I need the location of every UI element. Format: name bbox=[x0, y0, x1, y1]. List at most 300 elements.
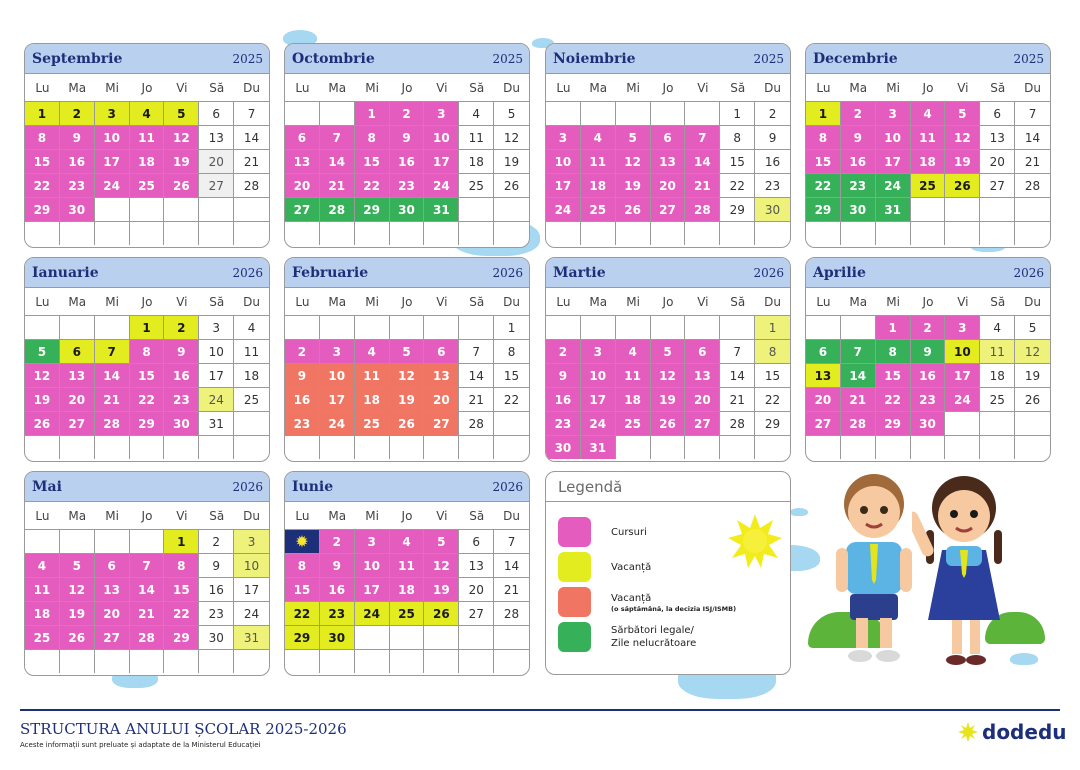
empty-cell bbox=[285, 649, 320, 673]
calendar-day: 15 bbox=[755, 363, 790, 387]
weekday-label: Să bbox=[990, 294, 1006, 309]
empty-cell bbox=[755, 221, 790, 245]
weekday-label: Să bbox=[730, 294, 746, 309]
empty-cell bbox=[1015, 197, 1050, 221]
weekday-label: Vi bbox=[176, 508, 188, 523]
calendar-day: 31 bbox=[424, 197, 459, 221]
calendar-day: 30 bbox=[390, 197, 425, 221]
legend-swatch bbox=[558, 517, 591, 547]
empty-cell bbox=[581, 315, 616, 339]
calendar-day: 17 bbox=[945, 363, 980, 387]
weekday-label: Mi bbox=[626, 80, 640, 95]
calendar-day: 30 bbox=[755, 197, 790, 221]
empty-cell bbox=[60, 435, 95, 459]
calendar-day: 2 bbox=[60, 101, 95, 125]
empty-cell bbox=[234, 197, 269, 221]
calendar-day: 30 bbox=[60, 197, 95, 221]
calendar-day: 4 bbox=[616, 339, 651, 363]
calendar-day: 23 bbox=[164, 387, 199, 411]
calendar-day: 2 bbox=[911, 315, 946, 339]
calendar-day: 8 bbox=[130, 339, 165, 363]
weekday-label: Ma bbox=[328, 294, 347, 309]
weekday-label: Vi bbox=[957, 80, 969, 95]
calendar-day: 23 bbox=[60, 173, 95, 197]
month-name: Martie bbox=[553, 264, 606, 281]
calendar-day: 17 bbox=[95, 149, 130, 173]
weekday-label: Du bbox=[243, 294, 260, 309]
calendar-day: 1 bbox=[876, 315, 911, 339]
calendar-day: 18 bbox=[459, 149, 494, 173]
empty-cell bbox=[494, 625, 529, 649]
month-header bbox=[25, 472, 269, 502]
calendar-day: 23 bbox=[911, 387, 946, 411]
weekday-label: Mi bbox=[105, 294, 119, 309]
calendar-day: 4 bbox=[980, 315, 1015, 339]
calendar-day: 19 bbox=[616, 173, 651, 197]
empty-cell bbox=[546, 221, 581, 245]
empty-cell bbox=[130, 649, 165, 673]
calendar-day: 27 bbox=[980, 173, 1015, 197]
day-grid bbox=[546, 315, 790, 459]
calendar-day: 18 bbox=[234, 363, 269, 387]
empty-cell bbox=[164, 649, 199, 673]
month-year: 2025 bbox=[492, 51, 523, 66]
calendar-day: 20 bbox=[60, 387, 95, 411]
calendar-day: 11 bbox=[130, 125, 165, 149]
calendar-day: 14 bbox=[459, 363, 494, 387]
calendar-day: 25 bbox=[616, 411, 651, 435]
empty-cell bbox=[651, 315, 686, 339]
calendar-day: 4 bbox=[234, 315, 269, 339]
calendar-day: 29 bbox=[806, 197, 841, 221]
weekday-header-row bbox=[546, 288, 790, 315]
legend-item-cursuri bbox=[558, 517, 647, 547]
calendar-day: 6 bbox=[95, 553, 130, 577]
calendar-day: 25 bbox=[234, 387, 269, 411]
calendar-day: 13 bbox=[285, 149, 320, 173]
month-name: Iunie bbox=[292, 478, 334, 495]
month-name: Februarie bbox=[292, 264, 369, 281]
calendar-day: 1 bbox=[755, 315, 790, 339]
calendar-day: 22 bbox=[876, 387, 911, 411]
calendar-day: 27 bbox=[459, 601, 494, 625]
day-grid bbox=[285, 101, 529, 245]
calendar-day: 15 bbox=[876, 363, 911, 387]
month-name: Noiembrie bbox=[553, 50, 636, 67]
calendar-day: 29 bbox=[355, 197, 390, 221]
month-header bbox=[25, 44, 269, 74]
weekday-label: Jo bbox=[922, 80, 934, 95]
month-header bbox=[806, 258, 1050, 288]
empty-cell bbox=[806, 221, 841, 245]
day-grid bbox=[25, 101, 269, 245]
calendar-day: 6 bbox=[980, 101, 1015, 125]
day-grid bbox=[806, 101, 1050, 245]
empty-cell bbox=[720, 315, 755, 339]
weekday-label: Mi bbox=[886, 294, 900, 309]
calendar-day: 14 bbox=[494, 553, 529, 577]
calendar-day: 13 bbox=[95, 577, 130, 601]
empty-cell bbox=[459, 625, 494, 649]
weekday-label: Lu bbox=[556, 80, 571, 95]
calendar-day: 18 bbox=[980, 363, 1015, 387]
weekday-label: Jo bbox=[922, 294, 934, 309]
weekday-label: Du bbox=[764, 294, 781, 309]
empty-cell bbox=[876, 221, 911, 245]
calendar-day: 16 bbox=[546, 387, 581, 411]
weekday-label: Lu bbox=[35, 294, 50, 309]
legend-swatch bbox=[558, 587, 591, 617]
calendar-day: 6 bbox=[685, 339, 720, 363]
weekday-label: Mi bbox=[365, 294, 379, 309]
calendar-day: 28 bbox=[720, 411, 755, 435]
calendar-day: 16 bbox=[285, 387, 320, 411]
weekday-label: Lu bbox=[295, 80, 310, 95]
empty-cell bbox=[60, 529, 95, 553]
empty-cell bbox=[459, 315, 494, 339]
calendar-day: 7 bbox=[459, 339, 494, 363]
calendar-day: 16 bbox=[60, 149, 95, 173]
weekday-label: Vi bbox=[176, 294, 188, 309]
empty-cell bbox=[285, 315, 320, 339]
calendar-day: 29 bbox=[130, 411, 165, 435]
empty-cell bbox=[546, 101, 581, 125]
calendar-day: 21 bbox=[130, 601, 165, 625]
calendar-day: 27 bbox=[199, 173, 234, 197]
calendar-day: 3 bbox=[424, 101, 459, 125]
calendar-day: 22 bbox=[355, 173, 390, 197]
empty-cell bbox=[1015, 221, 1050, 245]
weekday-label: Lu bbox=[35, 80, 50, 95]
calendar-day: 29 bbox=[755, 411, 790, 435]
calendar-day: 17 bbox=[234, 577, 269, 601]
calendar-day: 18 bbox=[355, 387, 390, 411]
calendar-day: 1 bbox=[164, 529, 199, 553]
weekday-label: Lu bbox=[816, 80, 831, 95]
empty-cell bbox=[164, 435, 199, 459]
empty-cell bbox=[355, 625, 390, 649]
empty-cell bbox=[841, 315, 876, 339]
month-year: 2026 bbox=[232, 479, 263, 494]
calendar-day: 6 bbox=[199, 101, 234, 125]
weekday-label: Ma bbox=[849, 294, 868, 309]
calendar-day: 27 bbox=[424, 411, 459, 435]
empty-cell bbox=[390, 315, 425, 339]
calendar-day: 3 bbox=[199, 315, 234, 339]
calendar-day: 7 bbox=[494, 529, 529, 553]
month-name: Aprilie bbox=[813, 264, 866, 281]
calendar-day: 15 bbox=[806, 149, 841, 173]
empty-cell bbox=[980, 411, 1015, 435]
calendar-day: 23 bbox=[320, 601, 355, 625]
calendar-day: 22 bbox=[25, 173, 60, 197]
empty-cell bbox=[285, 101, 320, 125]
empty-cell bbox=[355, 435, 390, 459]
empty-cell bbox=[685, 101, 720, 125]
calendar-day: 15 bbox=[494, 363, 529, 387]
calendar-day: 29 bbox=[720, 197, 755, 221]
calendar-day: 28 bbox=[95, 411, 130, 435]
empty-cell bbox=[459, 649, 494, 673]
month-december bbox=[805, 43, 1051, 248]
calendar-day: 20 bbox=[685, 387, 720, 411]
sun-icon bbox=[728, 514, 782, 568]
calendar-day: 28 bbox=[1015, 173, 1050, 197]
calendar-day: 12 bbox=[1015, 339, 1050, 363]
month-january bbox=[24, 257, 270, 462]
legend-label: Vacanță bbox=[611, 561, 652, 573]
legend-panel bbox=[545, 471, 791, 675]
calendar-day: 27 bbox=[651, 197, 686, 221]
calendar-day: 24 bbox=[424, 173, 459, 197]
month-year: 2026 bbox=[492, 265, 523, 280]
calendar-day: 20 bbox=[459, 577, 494, 601]
weekday-label: Ma bbox=[589, 80, 608, 95]
weekday-label: Jo bbox=[141, 80, 153, 95]
empty-cell bbox=[945, 435, 980, 459]
calendar-day: 16 bbox=[755, 149, 790, 173]
weekday-label: Lu bbox=[35, 508, 50, 523]
weekday-header-row bbox=[546, 74, 790, 101]
weekday-label: Jo bbox=[662, 294, 674, 309]
calendar-day: 11 bbox=[390, 553, 425, 577]
empty-cell bbox=[130, 529, 165, 553]
calendar-day: 9 bbox=[199, 553, 234, 577]
empty-cell bbox=[199, 649, 234, 673]
empty-cell bbox=[494, 435, 529, 459]
month-june bbox=[284, 471, 530, 676]
calendar-day: 3 bbox=[355, 529, 390, 553]
month-year: 2026 bbox=[753, 265, 784, 280]
calendar-day: 4 bbox=[355, 339, 390, 363]
calendar-day: 4 bbox=[25, 553, 60, 577]
calendar-day: 21 bbox=[494, 577, 529, 601]
calendar-day: 3 bbox=[546, 125, 581, 149]
calendar-day: 9 bbox=[546, 363, 581, 387]
calendar-day: 12 bbox=[651, 363, 686, 387]
calendar-day: 8 bbox=[25, 125, 60, 149]
calendar-day: 22 bbox=[285, 601, 320, 625]
calendar-day: 21 bbox=[1015, 149, 1050, 173]
weekday-label: Ma bbox=[68, 294, 87, 309]
calendar-day: 12 bbox=[164, 125, 199, 149]
calendar-day: 15 bbox=[285, 577, 320, 601]
calendar-day: 14 bbox=[234, 125, 269, 149]
weekday-label: Ma bbox=[328, 80, 347, 95]
calendar-day: 28 bbox=[841, 411, 876, 435]
empty-cell bbox=[285, 221, 320, 245]
brand-name: dodedu bbox=[982, 720, 1067, 744]
calendar-day: 5 bbox=[60, 553, 95, 577]
calendar-day: 24 bbox=[199, 387, 234, 411]
calendar-day: 1 bbox=[25, 101, 60, 125]
calendar-day: 23 bbox=[390, 173, 425, 197]
calendar-day: 24 bbox=[234, 601, 269, 625]
calendar-day: 26 bbox=[1015, 387, 1050, 411]
calendar-day: 19 bbox=[60, 601, 95, 625]
calendar-day: 26 bbox=[25, 411, 60, 435]
day-grid bbox=[25, 529, 269, 673]
calendar-day: 13 bbox=[806, 363, 841, 387]
weekday-label: Vi bbox=[436, 508, 448, 523]
calendar-day: 25 bbox=[25, 625, 60, 649]
month-header bbox=[285, 44, 529, 74]
weekday-label: Vi bbox=[436, 80, 448, 95]
girl-illustration-icon bbox=[912, 470, 1012, 668]
month-name: Ianuarie bbox=[32, 264, 99, 281]
empty-cell bbox=[390, 435, 425, 459]
empty-cell bbox=[234, 649, 269, 673]
month-april bbox=[805, 257, 1051, 462]
calendar-day: 9 bbox=[60, 125, 95, 149]
day-grid bbox=[285, 529, 529, 673]
empty-cell bbox=[494, 411, 529, 435]
calendar-day: 10 bbox=[424, 125, 459, 149]
weekday-label: Jo bbox=[401, 80, 413, 95]
calendar-day: 18 bbox=[130, 149, 165, 173]
legend-swatch bbox=[558, 552, 591, 582]
calendar-day: 27 bbox=[95, 625, 130, 649]
empty-cell bbox=[164, 197, 199, 221]
empty-cell bbox=[234, 435, 269, 459]
month-header bbox=[806, 44, 1050, 74]
calendar-day: 28 bbox=[685, 197, 720, 221]
calendar-day: 9 bbox=[841, 125, 876, 149]
weekday-label: Mi bbox=[886, 80, 900, 95]
calendar-day: 21 bbox=[720, 387, 755, 411]
calendar-day: 13 bbox=[651, 149, 686, 173]
calendar-day: 18 bbox=[390, 577, 425, 601]
legend-swatch bbox=[558, 622, 591, 652]
calendar-day: 28 bbox=[130, 625, 165, 649]
calendar-day: 6 bbox=[60, 339, 95, 363]
calendar-day: 21 bbox=[95, 387, 130, 411]
calendar-day: 13 bbox=[60, 363, 95, 387]
empty-cell bbox=[355, 221, 390, 245]
empty-cell bbox=[424, 625, 459, 649]
calendar-day: 31 bbox=[581, 435, 616, 459]
empty-cell bbox=[494, 649, 529, 673]
calendar-day: 15 bbox=[130, 363, 165, 387]
calendar-day: 2 bbox=[285, 339, 320, 363]
calendar-day: 10 bbox=[876, 125, 911, 149]
calendar-day: 21 bbox=[841, 387, 876, 411]
calendar-day: 2 bbox=[546, 339, 581, 363]
calendar-day: 27 bbox=[806, 411, 841, 435]
empty-cell bbox=[876, 435, 911, 459]
calendar-day: 12 bbox=[60, 577, 95, 601]
calendar-day: 19 bbox=[1015, 363, 1050, 387]
calendar-day: 28 bbox=[234, 173, 269, 197]
weekday-label: Lu bbox=[295, 294, 310, 309]
calendar-day: 14 bbox=[685, 149, 720, 173]
calendar-day: 10 bbox=[581, 363, 616, 387]
weekday-label: Vi bbox=[957, 294, 969, 309]
calendar-day: 17 bbox=[320, 387, 355, 411]
calendar-day: 11 bbox=[25, 577, 60, 601]
weekday-header-row bbox=[25, 288, 269, 315]
calendar-day: 18 bbox=[616, 387, 651, 411]
calendar-day: 9 bbox=[390, 125, 425, 149]
empty-cell bbox=[95, 529, 130, 553]
calendar-day: 9 bbox=[285, 363, 320, 387]
weekday-label: Du bbox=[1024, 80, 1041, 95]
day-grid bbox=[546, 101, 790, 245]
calendar-day: 7 bbox=[685, 125, 720, 149]
calendar-day: 25 bbox=[459, 173, 494, 197]
calendar-day: 10 bbox=[355, 553, 390, 577]
empty-cell bbox=[25, 649, 60, 673]
calendar-day: 1 bbox=[130, 315, 165, 339]
calendar-day: 20 bbox=[285, 173, 320, 197]
weekday-label: Jo bbox=[401, 294, 413, 309]
empty-cell bbox=[616, 101, 651, 125]
empty-cell bbox=[911, 197, 946, 221]
calendar-day: 24 bbox=[355, 601, 390, 625]
calendar-day: 6 bbox=[651, 125, 686, 149]
empty-cell bbox=[616, 435, 651, 459]
calendar-day: 11 bbox=[581, 149, 616, 173]
calendar-day: 4 bbox=[581, 125, 616, 149]
calendar-day: 16 bbox=[841, 149, 876, 173]
month-march bbox=[545, 257, 791, 462]
calendar-day: 28 bbox=[320, 197, 355, 221]
calendar-day: 20 bbox=[199, 149, 234, 173]
empty-cell bbox=[911, 221, 946, 245]
weekday-label: Să bbox=[730, 80, 746, 95]
weekday-label: Jo bbox=[401, 508, 413, 523]
calendar-day: 17 bbox=[424, 149, 459, 173]
calendar-day: 13 bbox=[980, 125, 1015, 149]
calendar-day: 9 bbox=[320, 553, 355, 577]
calendar-day: 24 bbox=[95, 173, 130, 197]
calendar-day: 6 bbox=[806, 339, 841, 363]
empty-cell bbox=[494, 221, 529, 245]
weekday-header-row bbox=[285, 74, 529, 101]
calendar-day: 14 bbox=[841, 363, 876, 387]
calendar-day: 26 bbox=[60, 625, 95, 649]
calendar-day: 27 bbox=[60, 411, 95, 435]
weekday-label: Du bbox=[243, 508, 260, 523]
empty-cell bbox=[424, 221, 459, 245]
calendar-day: 6 bbox=[424, 339, 459, 363]
empty-cell bbox=[25, 529, 60, 553]
calendar-day: 20 bbox=[424, 387, 459, 411]
empty-cell bbox=[459, 197, 494, 221]
weekday-label: Mi bbox=[105, 80, 119, 95]
legend-sublabel: Zile nelucrătoare bbox=[611, 638, 697, 649]
calendar-day: 8 bbox=[285, 553, 320, 577]
weekday-label: Mi bbox=[365, 80, 379, 95]
calendar-day: 15 bbox=[25, 149, 60, 173]
calendar-day: 26 bbox=[390, 411, 425, 435]
legend-item-sarbatori bbox=[558, 622, 696, 652]
calendar-day: 10 bbox=[95, 125, 130, 149]
empty-cell bbox=[95, 649, 130, 673]
empty-cell bbox=[720, 221, 755, 245]
calendar-day: 29 bbox=[876, 411, 911, 435]
calendar-day: 12 bbox=[424, 553, 459, 577]
weekday-label: Ma bbox=[589, 294, 608, 309]
month-october bbox=[284, 43, 530, 248]
weekday-header-row bbox=[806, 74, 1050, 101]
calendar-day: 10 bbox=[945, 339, 980, 363]
empty-cell bbox=[199, 221, 234, 245]
calendar-day: 8 bbox=[720, 125, 755, 149]
month-header bbox=[25, 258, 269, 288]
calendar-day: 19 bbox=[651, 387, 686, 411]
calendar-day: 30 bbox=[911, 411, 946, 435]
